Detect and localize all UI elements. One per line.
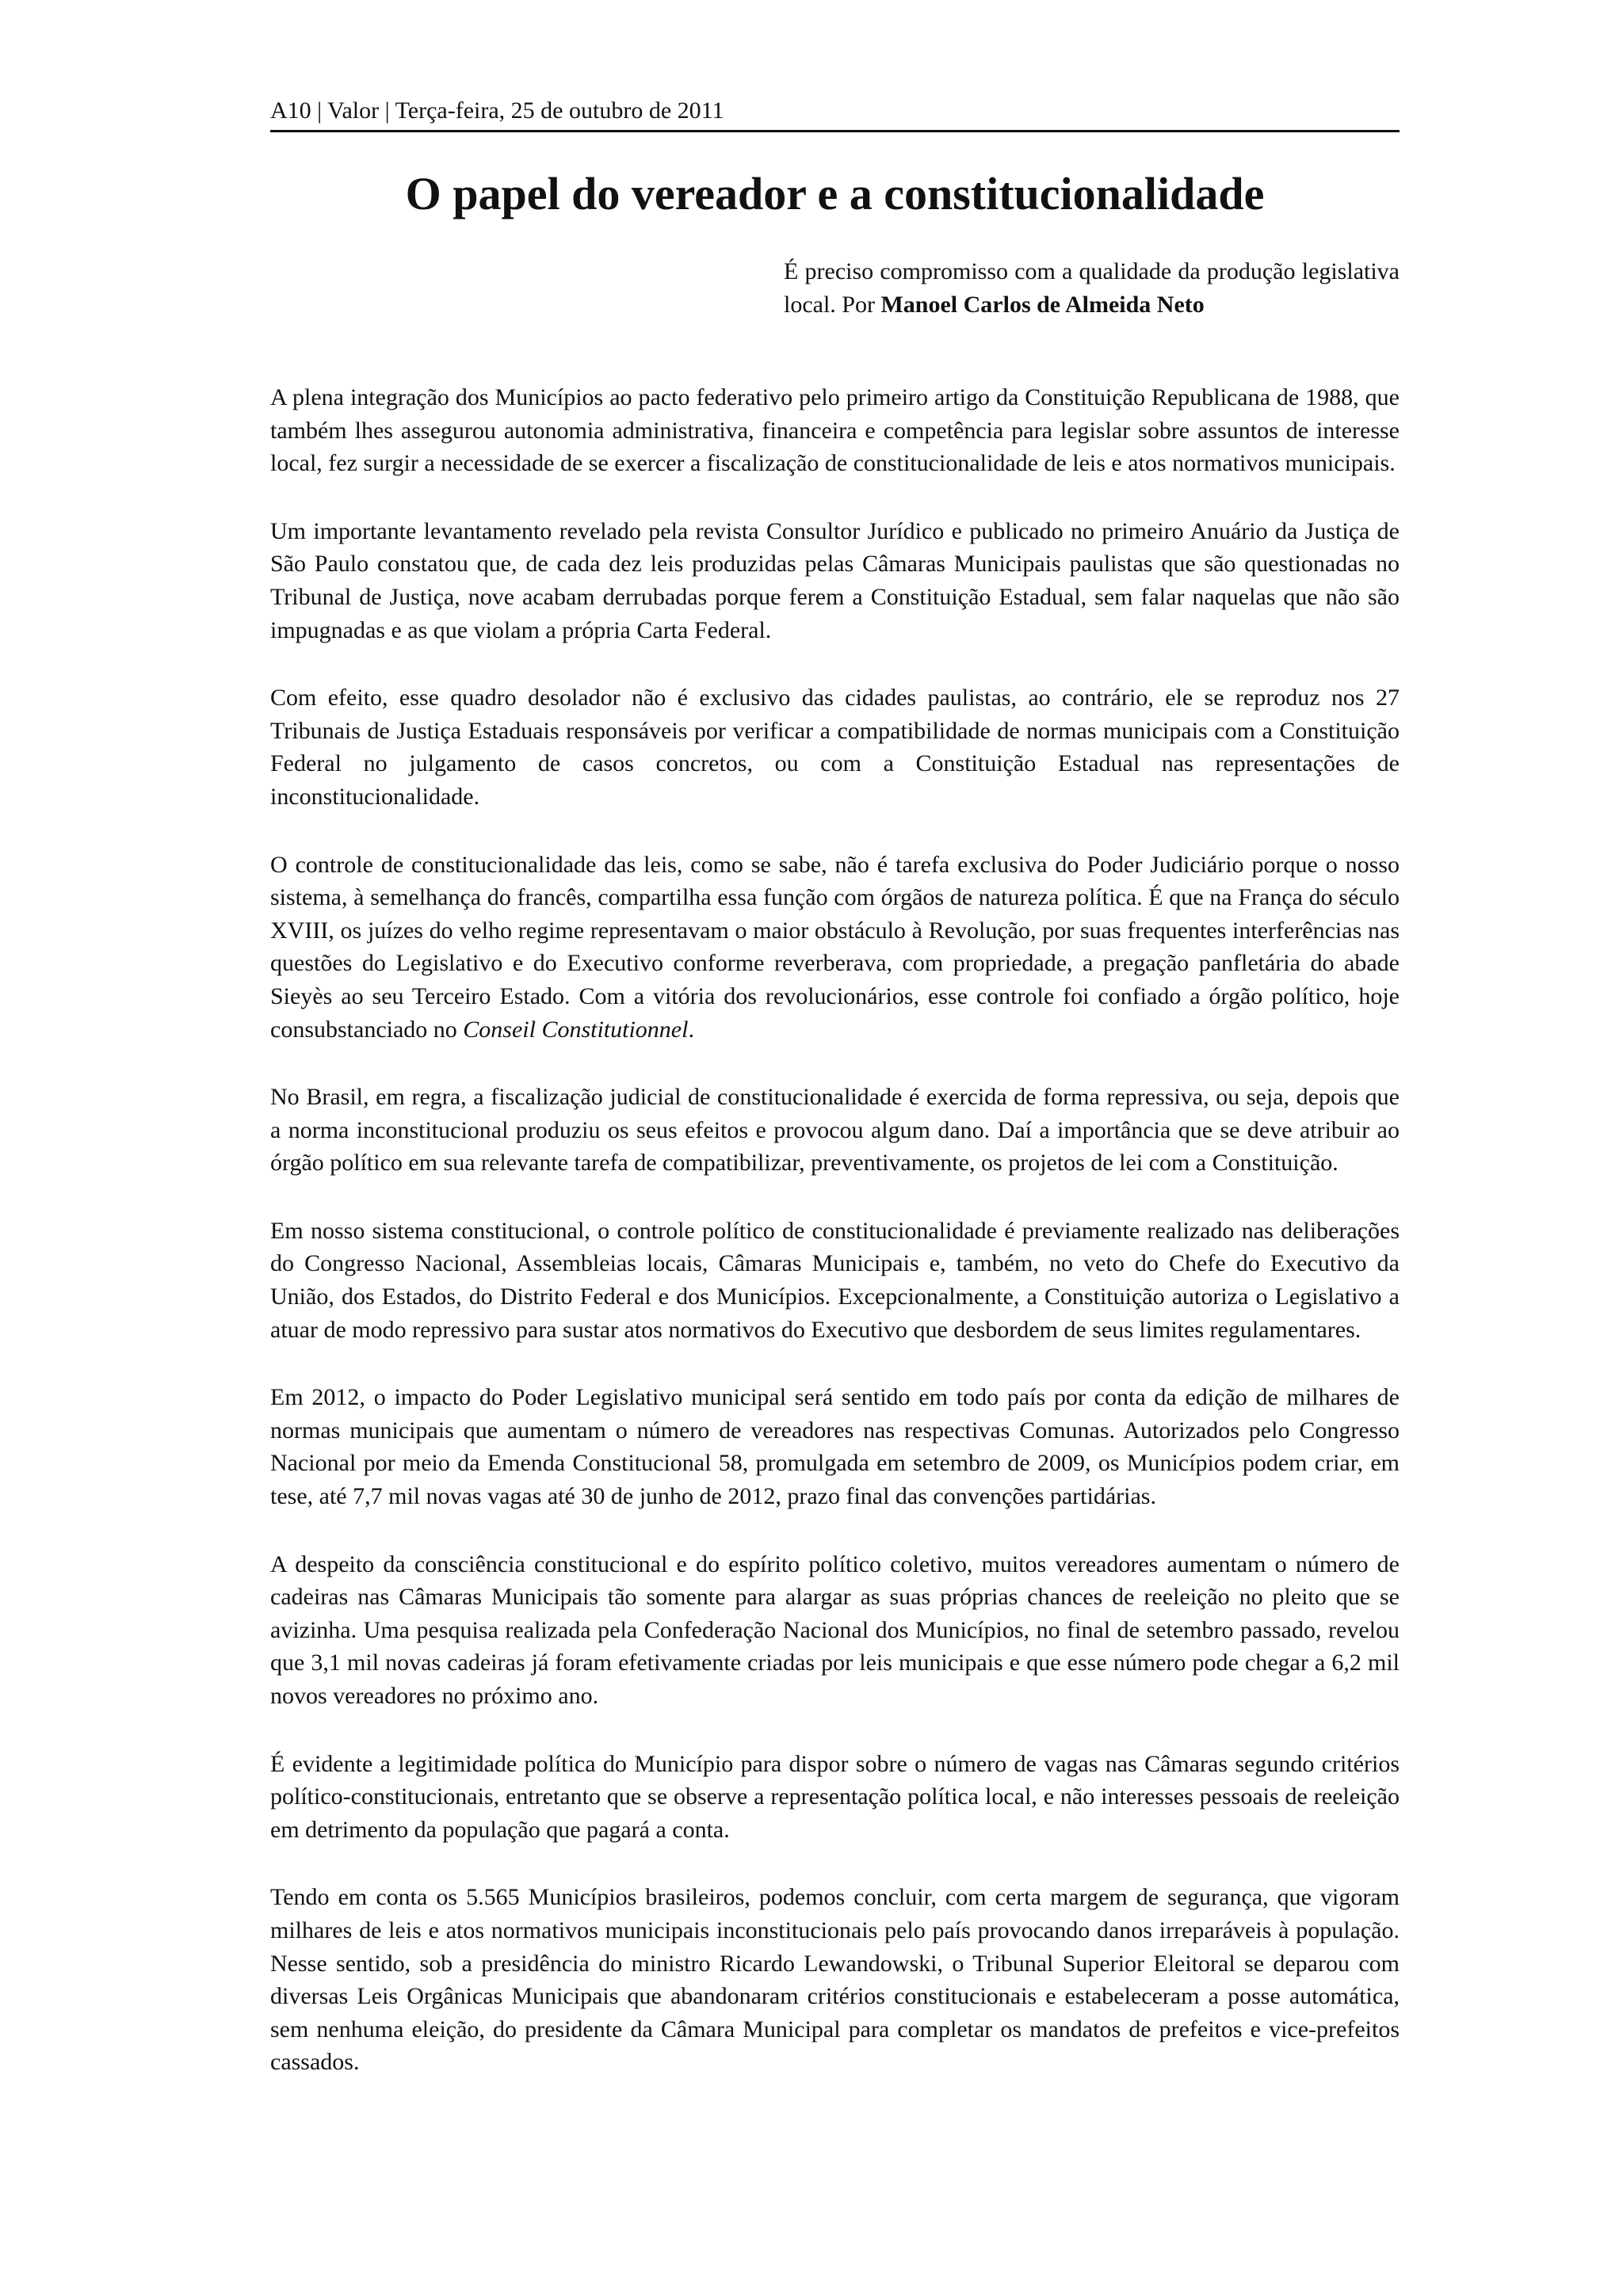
- article-dek: [784, 255, 1400, 322]
- paragraph-4-end: .: [688, 1016, 694, 1043]
- article-body: [270, 381, 1400, 2114]
- paragraph-6: Em nosso sistema constitucional, o controle político de constitucionalidade é previamente realizado nas deliberações do Congresso Nacional, Assembleias locais, Câmaras Municipais e, também, no veto do Chefe do Executivo da União, dos Estados, do Distrito Federal e dos Municípios. Excepcionalmente, a Constituição autoriza o Legislativo a atuar de modo repressivo para sustar atos normativos do Executivo que desbordem de seus limites regulamentares.: [270, 1217, 1400, 1343]
- paragraph-5: No Brasil, em regra, a fiscalização judicial de constitucionalidade é exercida de forma repressiva, ou seja, depois que a norma inconstitucional produziu os seus efeitos e provocou algum dano. Daí a importância que se deve atribuir ao órgão político em sua relevante tarefa de compatibilizar, preventivamente, os projetos de lei com a Constituição.: [270, 1084, 1400, 1177]
- paragraph-4-text: O controle de constitucionalidade das leis, como se sabe, não é tarefa exclusiva do Poder Judiciário porque o nosso sistema, à semelhança do francês, compartilha essa função com órgãos de natureza política. É que na França do século XVIII, os juízes do velho regime representavam o maior obstáculo à Revolução, por suas frequentes interferências nas questões do Legislativo e do Executivo conforme reverberava, com propriedade, a pregação panfletária do abade Sieyès ao seu Terceiro Estado. Com a vitória dos revolucionários, esse controle foi confiado a órgão político, hoje consubstanciado no: [270, 851, 1400, 1043]
- header-rule: [270, 130, 1400, 132]
- paragraph-7: Em 2012, o impacto do Poder Legislativo municipal será sentido em todo país por conta da edição de milhares de normas municipais que aumentam o número de vereadores nas respectivas Comunas. Autorizados pelo Congresso Nacional por meio da Emenda Constitucional 58, promulgada em setembro de 2009, os Municípios podem criar, em tese, até 7,7 mil novas vagas até 30 de junho de 2012, prazo final das convenções partidárias.: [270, 1384, 1400, 1510]
- paragraph-1: A plena integração dos Municípios ao pacto federativo pelo primeiro artigo da Constituição Republicana de 1988, que também lhes assegurou autonomia administrativa, financeira e competência para legislar sobre assuntos de interesse local, fez surgir a necessidade de se exercer a fiscalização de constitucionalidade de leis e atos normativos municipais.: [270, 384, 1400, 477]
- page-header: A10 | Valor | Terça-feira, 25 de outubro de 2011: [270, 97, 724, 124]
- article-title: O papel do vereador e a constitucionalidade: [405, 168, 1265, 219]
- paragraph-10: Tendo em conta os 5.565 Municípios brasileiros, podemos concluir, com certa margem de segurança, que vigoram milhares de leis e atos normativos municipais inconstitucionais pelo país provocando danos irreparáveis à população. Nesse sentido, sob a presidência do ministro Ricardo Lewandowski, o Tribunal Superior Eleitoral se deparou com diversas Leis Orgânicas Municipais que abandonaram critérios constitucionais e estabeleceram a posse automática, sem nenhuma eleição, do presidente da Câmara Municipal para completar os mandatos de prefeitos e vice-prefeitos cassados.: [270, 1884, 1400, 2076]
- paragraph-9: É evidente a legitimidade política do Município para dispor sobre o número de vagas nas Câmaras segundo critérios político-constitucionais, entretanto que se observe a representação política local, e não interesses pessoais de reeleição em detrimento da população que pagará a conta.: [270, 1750, 1400, 1843]
- paragraph-2: Um importante levantamento revelado pela revista Consultor Jurídico e publicado no primeiro Anuário da Justiça de São Paulo constatou que, de cada dez leis produzidas pelas Câmaras Municipais paulistas que são questionadas no Tribunal de Justiça, nove acabam derrubadas porque ferem a Constituição Estadual, sem falar naquelas que não são impugnadas e as que violam a própria Carta Federal.: [270, 517, 1400, 643]
- paragraph-8: A despeito da consciência constitucional e do espírito político coletivo, muitos vereadores aumentam o número de cadeiras nas Câmaras Municipais tão somente para alargar as suas próprias chances de reeleição no pleito que se avizinha. Uma pesquisa realizada pela Confederação Nacional dos Municípios, no final de setembro passado, revelou que 3,1 mil novas cadeiras já foram efetivamente criadas por leis municipais e que esse número pode chegar a 6,2 mil novos vereadores no próximo ano.: [270, 1550, 1400, 1709]
- paragraph-3: Com efeito, esse quadro desolador não é exclusivo das cidades paulistas, ao contrário, ele se reproduz nos 27 Tribunais de Justiça Estaduais responsáveis por verificar a compatibilidade de normas municipais com a Constituição Federal no julgamento de casos concretos, ou com a Constituição Estadual nas representações de inconstitucionalidade.: [270, 685, 1400, 810]
- dek-text: É preciso compromisso com a qualidade da produção legislativa local. Por: [784, 258, 1400, 318]
- conseil-constitutionnel-term: Conseil Constitutionnel: [463, 1016, 689, 1043]
- author-name: Manoel Carlos de Almeida Neto: [880, 292, 1205, 318]
- paragraph-4: [270, 849, 1400, 1047]
